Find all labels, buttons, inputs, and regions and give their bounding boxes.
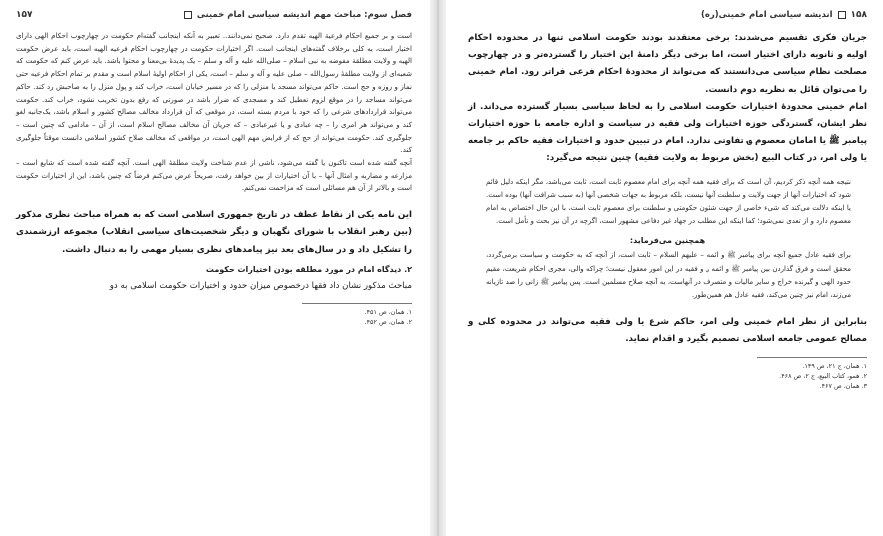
page-157 [0, 0, 430, 536]
square-ornament-icon [184, 11, 192, 19]
body-paragraph: امام خمینی محدودهٔ اختیارات حکومت اسلامی را به لحاظ سیاسی بسیار گسترده می‌داند. از نظر ایشان، گستردگی حوزه اختیارات ولی فقیه در سیاست و اداره جامعه با حوزه اختیارات پیامبر ﷺ یا امامان معصوم ؈ تفاوتی ندارد. امام در تبیین حدود و اختیارات فقیه حاکم بر جامعه یا ولی امر، در کتاب البیع (بخش مربوط به ولایت فقیه) چنین نتیجه می‌گیرد: [468, 101, 867, 164]
block-quote: نتیجه همه آنچه ذکر کردیم، آن است که برای فقیه همه آنچه برای امام معصوم ثابت است، ثابت می‌باشد، مگر اینکه دلیل قائم شود که اختیارات آنها از جهت ولایت و سلطنت آنها نیست، بلکه مربوط به جهات شخصی آنها (به سبب شرافت آنها) بوده است. یا اینکه دلالت می‌کند که شیء خاصی از جهت شئون حکومتی و سلطنت برای معصوم ثابت است، با این حال اختصاص به امام معصوم دارد و از تعدی نمی‌شود؛ کما اینکه این مطلب در جهاد غیر دفاعی مشهور است، اگرچه در آن نیز بحث و تأمل است. [486, 177, 851, 226]
section-heading: ۲. دیدگاه امام در مورد مطلقه بودن اختیارات حکومت [205, 264, 412, 274]
footnotes [468, 361, 867, 391]
header-title: فصل سوم: مباحث مهم اندیشه سیاسی امام خمینی [196, 10, 412, 20]
block-quote: برای فقیه عادل جمیع آنچه برای پیامبر ﷺ و ائمه – علیهم السلام – ثابت است، از آنچه که به حکومت و سیاست برمی‌گردد، محقق است و فرق گذاردن بین پیامبر ﷺ و ائمه ؈ و فقیه در این امور معقول نیست؛ چراکه والی، مجری احکام شریعت، مقیم حدود الهی و گیرنده خراج و سایر مالیات و متصرف در آنهاست، به آنچه صلاح مسلمین است. پس پیامبر ﷺ زانی را صد تازیانه می‌زند، امام نیز چنین می‌کند، فقیه عادل هم همین‌طور. [486, 251, 851, 300]
subheading: همچنین می‌فرماید: [629, 236, 706, 246]
footnote-rule [302, 303, 412, 304]
footnote: ۲. همان، ص ۴۵۲. [364, 317, 412, 326]
letter-text: است و بر جمیع احکام فرعیة الهیه تقدم دارد. صحیح نمی‌دانند.. تعبیر به آنکه اینجانب گفته‌ام حکومت در چهارچوب احکام الهی دارای اختیار است، به کلی برخلاف گفته‌های اینجانب است. اگر اختیارات حکومت در چهارچوب احکام فرعیه الهیه است، باید عرض حکومت الهیه و ولایت مطلقة مفوضه به نبی اسلام – صلی‌الله علیه و آله و سلم – یک پدیدهٔ بی‌معنا و محتوا باشد. باید عرض کنم که حکومت که شعبه‌ای از ولایت مطلقهٔ رسول‌الله – صلی علیه و آله و سلم – است، یکی از احکام اولیهٔ اسلام است و مقدم بر تمام احکام فرعیه حتی نماز و روزه و حج است. حاکم می‌تواند مسجد یا منزلی را که در مسیر خیابان است، خراب کند و پول منزل را به صاحبش رد کند. حاکم می‌تواند مساجد را در موقع لزوم تعطیل کند و مسجدی که ضرار باشد در صورتی که رفع بدون تخریب نشود، خراب کند. حکومت می‌تواند قراردادهای شرعی را که خود با مردم بسته است، در موقعی که آن قرارداد مخالف مصالح کشور و اسلام باشد، یک‌جانبه لغو کند و می‌تواند هر امری را – چه عبادی و یا غیرعبادی – که جریان آن مخالف مصالح اسلام است، از آن – مادامی که چنین است – جلوگیری کند. حکومت می‌تواند از حج که از فرایض مهم الهی است، در مواقعی که مخالف صلاح کشور اسلامی دانست موقتاً جلوگیری کند. [16, 31, 412, 155]
page-number: ۱۵۸ [850, 10, 867, 20]
footnote: ۱. همان، ج ۲۱، ص ۱۴۹. [802, 361, 867, 370]
body-paragraph: این نامه یکی از نقاط عطف در تاریخ جمهوری اسلامی است که به همراه مباحث نظری مذکور (بین رهبر انقلاب با شورای نگهبان و دیگر شخصیت‌های سیاسی انقلاب) مجموعه ارزشمندی را تشکیل داد و در سال‌های بعد نیز پیامدهای نظری بسیار مهمی را به دنبال داشت. [16, 210, 412, 255]
footnotes [16, 307, 412, 327]
page-number: ۱۵۷ [16, 10, 33, 20]
body-paragraph: جریان فکری تقسیم می‌شدند: برخی معتقدند بودند حکومت اسلامی تنها در محدوده احکام اولیه و ثانویه دارای اختیار است، اما برخی دیگر دامنهٔ این اختیار را گسترده‌تر و در چهارچوب مصلحت نظام سیاسی می‌دانستند که می‌تواند از محدودهٔ احکام فرعی فراتر رود. امام خمینی را می‌توان قائل به نظریه دوم دانست. [468, 33, 867, 95]
body-paragraph: مباحث مذکور نشان داد فقها درخصوص میزان حدود و اختیارات حکومت اسلامی به دو [109, 280, 412, 291]
header-title-group [184, 10, 412, 20]
letter-text-continued: آنچه گفته شده است تاکنون یا گفته می‌شود، ناشی از عدم شناخت ولایت مطلقهٔ الهی است. آنچه گفته شده است که شایع است – مزارعه و مضاربه و امثال آنها – با آن اختیارات از بین خواهد رفت، صریحاً عرض می‌کنم فرضاً که چنین باشد، این از اختیارات حکومت است و بالاتر از آن هم مسائلی است که مزاحمت نمی‌کنم. [16, 158, 412, 193]
page-158 [446, 0, 883, 536]
running-header-right [468, 10, 867, 20]
book-gutter [430, 0, 446, 536]
header-title: اندیشه سیاسی امام خمینی(ره) [701, 10, 833, 20]
header-title-group [701, 10, 867, 20]
body-paragraph: بنابراین از نظر امام خمینی ولی امر، حاکم شرع یا ولی فقیه می‌تواند در محدوده کلی و مصالح عمومی جامعه اسلامی تصمیم بگیرد و اقدام نماید. [468, 317, 867, 345]
running-header-left [16, 10, 412, 20]
footnote: ۲. همو، کتاب البیع، ج ۲، ص ۴۶۸. [779, 371, 867, 380]
footnote: ۱. همان، ص ۴۵۱. [364, 307, 412, 316]
footnote-rule [757, 357, 867, 358]
footnote: ۳. همان، ص ۴۶۷. [819, 381, 867, 390]
square-ornament-icon [838, 11, 846, 19]
